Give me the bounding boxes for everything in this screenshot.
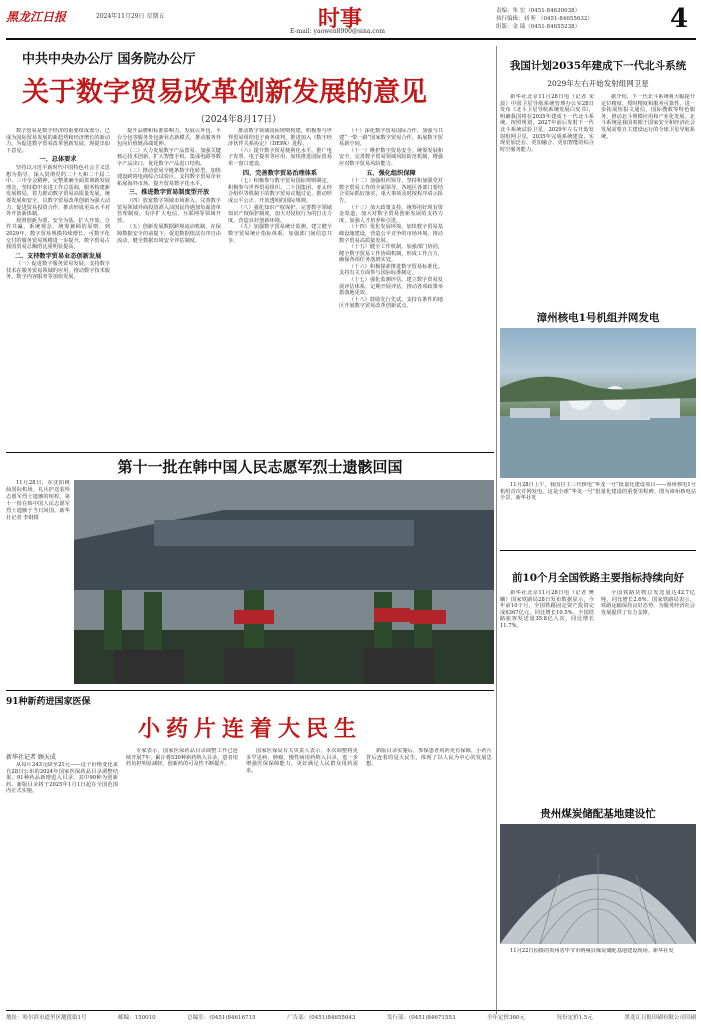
volunteers-caption-box	[6, 480, 70, 680]
editor-info-1: 责编：朱 宏（0451-84630038）	[496, 8, 581, 14]
section-title: 时事	[318, 6, 363, 32]
guizhou-photo	[500, 824, 696, 944]
paragraph: （十五）健全工作机制。加强部门协同，健全数字贸易工作协调机制，形成工作合力，确保各项任务落到实处。	[339, 244, 443, 264]
paragraph: （四）放宽数字领域市场准入。完善数字贸易领域外商投资准入前国民待遇加负面清单管理制度，有序扩大电信、互联网等领域开放。	[117, 197, 221, 224]
medicine-column-1	[6, 762, 118, 1010]
paragraph: （一）促进数字服务贸易发展。支持数字技术在服务贸易领域的应用，推动数字技术服务、数字内容服务等加快发展。	[6, 261, 110, 281]
section-heading: 四、完善数字贸易治理体系	[242, 169, 318, 177]
lead-article-date: （2024年8月17日）	[196, 115, 282, 125]
paragraph: （十二）加强组织领导。坚持和加强党对数字贸易工作的全面领导。各地区各部门要结合实际抓好落实，重大事项及时按程序请示报告。	[339, 178, 443, 204]
paragraph: （十四）优化发展环境。加快数字贸易基础设施建设，营造公平竞争的市场环境，推动数字贸易高质量发展。	[339, 224, 443, 244]
section-heading: 二、支持数字贸易业态创新发展	[14, 252, 102, 260]
paragraph: 从每片243元降至21元——这个价格变化来自28日公布的2024年国家医保药品目录调整结果。91种药品新增进入目录，其中90种为创新药。新版目录将于2025年1月1日起在全国范围内正式实施。	[6, 762, 118, 795]
paragraph: 专家表示，国家医保药品目录调整工作已连续开展7年，累计将530种新药纳入目录，患者用药负担明显减轻，创新药的可及性不断提升。	[126, 748, 238, 768]
paragraph: （七）积极参与数字贸易国际规则制定。积极参与世界贸易组织、二十国集团、亚太经合组织等机制下的数字贸易议题讨论，推动形成公平公正、开放透明的国际规则。	[228, 178, 332, 204]
lead-article-kicker: 中共中央办公厅 国务院办公厅	[22, 52, 196, 67]
dome-structure-illustration	[500, 824, 696, 944]
paragraph: （十六）积极探索推进数字贸易标准化。支持有关方面参与国际标准制定。	[339, 263, 443, 277]
lead-column-1	[6, 128, 110, 442]
paragraph: （十一）维护数字贸易安全。统筹发展和安全，完善数字贸易领域风险防范机制，增强应对数字贸易风险能力。	[339, 147, 443, 167]
volunteers-photo	[74, 480, 494, 684]
footer-postcode: 邮编：150010	[118, 1015, 156, 1021]
footer-phone-editorial: 总编室：(0451)84616715	[187, 1015, 256, 1021]
paragraph: 新华社北京11月28日电（记者 宋晨）中国卫星导航系统管理办公室28日发布《北斗卫星导航系统发展白皮书》，明确我国将在2035年建成下一代北斗系统。按照规划，2027年前后发射下一代北斗系统试验卫星，2029年左右开始发射组网卫星，2035年完成系统建设，实现更加泛在、更加融合、更加智能的综合时空服务能力。	[500, 94, 594, 153]
zhangzhou-title: 漳州核电1号机组并网发电	[536, 312, 660, 324]
issue-date: 2024年11月29日 星期五	[96, 13, 165, 20]
paragraph: （六）提升数字贸易便利化水平。推广电子发票、电子提单等应用，加快推进国际贸易单一窗口建设。	[228, 147, 332, 167]
paragraph: 新版目录实施后，参保患者用药更有保障，小药片背后连着的是大民生，体现了以人民为中心的发展思想。	[366, 748, 492, 768]
footer-phone-news: 广告部：(0451)84655043	[287, 1015, 356, 1021]
guizhou-title: 贵州煤炭储配基地建设忙	[540, 808, 656, 820]
medicine-kicker: 91种新药进国家医保	[6, 697, 91, 707]
guizhou-caption	[500, 948, 696, 988]
newspaper-logo: 黑龙江日报	[6, 10, 67, 24]
section-heading: 三、推进数字贸易制度型开放	[128, 189, 210, 197]
paragraph: （十七）强化监测评估。建立数字贸易发展评估体系，定期开展评估，推动各项政策举措落地见效。	[339, 277, 443, 297]
paragraph: 数字贸易是数字经济的重要组成部分，已成为国际贸易发展的新趋势和经济增长的新动力。为促进数字贸易改革创新发展，现提出如下意见。	[6, 128, 110, 154]
paragraph: 坚持以习近平新时代中国特色社会主义思想为指导，深入贯彻党的二十大和二十届二中、三中全会精神，完整准确全面贯彻新发展理念，坚持稳中求进工作总基调，服务构建新发展格局，着力推动数字贸易高质量发展，统筹发展和安全，以数字贸易改革创新为强大动力，促进贸易投资合作，推动形成更高水平对外开放新体制。	[6, 164, 110, 218]
caption-text: 11月22日拍摄的贵州省毕节市纳雍县煤炭储配基地建设现场。新华社发	[510, 948, 674, 954]
footer-printer: 黑龙江日报印刷有限公司印刷	[624, 1015, 696, 1021]
section-heading: 一、总体要求	[39, 156, 77, 164]
paragraph: （九）加强数字贸易统计监测。建立健全数字贸易统计指标体系，加强部门间信息共享。	[228, 224, 332, 244]
paragraph: （二）大力发展数字产品贸易。加强关键核心技术创新，扩大智能手机、集成电路等数字产品出口，优化数字产品进口结构。	[117, 147, 221, 167]
rail-title: 前10个月全国铁路主要指标持续向好	[511, 572, 685, 584]
footer-price: 全年定价360元	[486, 1015, 525, 1021]
editor-info-3: 组版：金 瑞（0451-84655238）	[496, 24, 581, 30]
caption-text: 11月28日，在沈阳桃仙国际机场，礼兵护送装殓志愿军烈士遗骸的棺椁。第十一批在韩中国人民志愿军烈士遗骸于当日回国。新华社记者 李钢摄	[6, 480, 70, 521]
masthead-rule	[6, 38, 696, 40]
footer-phone-distribution: 发行部：(0451)84671553	[387, 1015, 456, 1021]
footer-rule	[6, 1010, 696, 1011]
zhangzhou-caption	[500, 482, 696, 530]
paragraph: （十八）鼓励先行先试。支持有条件的地区开展数字贸易改革创新试点。	[339, 296, 443, 310]
beidou-title: 我国计划2035年建成下一代北斗系统	[509, 60, 687, 72]
lead-column-4	[339, 128, 443, 442]
ceremony-illustration	[74, 480, 494, 684]
paragraph: 按照创新为要、安全为基、扩大开放、合作共赢、系统观念、统筹兼顾的原则，到2029年，数字贸易规模持续增长，可数字化交付的服务贸易规模进一步提升，数字贸易占我国贸易总额的比重明显提高。	[6, 217, 110, 251]
beidou-column-2	[601, 94, 695, 294]
paragraph: （五）创新发展数据跨境流动机制。在保障数据安全的前提下，促进数据依法有序自由流动，健全数据出境安全评估制度。	[117, 224, 221, 244]
divider	[500, 550, 696, 551]
paragraph: 据介绍，下一代北斗系统将大幅提升定位精度、授时精度和服务可靠性，进一步拓展短报文通信、国际搜救等特色服务，推动北斗规模应用和产业化发展。北斗系统是我国着眼于国家安全和经济社会发展需要自主建设运行的全球卫星导航系统。	[601, 94, 695, 140]
caption-text: 11月28日上午，我国自主三代核电“华龙一号”批量化建设项目——漳州核电1号机组首次并网发电。这是全球“华龙一号”批量化建设的重要里程碑。图为漳州核电站全景。新华社发	[500, 482, 696, 502]
section-email: E-mail: yaowen8900@sina.com	[290, 28, 385, 35]
paragraph: 提升品牌和标准影响力。发展云外包、平台分包等服务外包新业态新模式，推动服务外包向价值链高端延伸。	[117, 128, 221, 148]
divider	[6, 690, 494, 691]
nuclear-plant-illustration	[500, 328, 696, 478]
paragraph: （八）强化知识产权保护。完善数字领域知识产权保护制度，加大对侵权行为的打击力度，营造良好创新环境。	[228, 204, 332, 224]
paragraph: 全国铁路货物总发送量达42.7亿吨，同比增长2.6%。国家铁路局表示，铁路运输保持良好态势，为服务经济社会发展提供了有力支撑。	[601, 590, 695, 616]
rail-column-1	[500, 590, 594, 800]
column-divider	[496, 46, 497, 1014]
lead-article-title: 关于数字贸易改革创新发展的意见	[22, 77, 427, 108]
footer-monthly-price: 每份定价1.5元	[556, 1015, 593, 1021]
rail-column-2	[601, 590, 695, 800]
beidou-column-1	[500, 94, 594, 294]
paragraph: 国家医保局有关负责人表示，本次调整将更多罕见病、肿瘤、慢性病用药纳入目录，进一步增强医保保障能力，更好满足人民群众用药需求。	[246, 748, 358, 774]
paragraph: （十）深化数字贸易国际合作。加强与共建“一带一路”国家数字贸易合作，拓展数字贸易新空间。	[339, 128, 443, 148]
volunteers-title: 第十一批在韩中国人民志愿军烈士遗骸回国	[117, 458, 403, 476]
editor-info-2: 执行编辑：刘 昕 （0451-84655632）	[496, 16, 593, 22]
footer-address: 地址：哈尔滨市道里区地段街1号	[6, 1015, 87, 1021]
paragraph: （三）推动贸易全链条数字化转型。加快建设跨境电商综合试验区，支持数字贸易企业拓展海外市场，提升贸易数字化水平。	[117, 167, 221, 187]
medicine-column-4	[366, 748, 492, 1010]
section-heading: 五、强化组织保障	[366, 169, 416, 177]
lead-column-2	[117, 128, 221, 442]
paragraph: 新华社北京11月28日电（记者 樊曦）国家铁路局28日发布数据显示，今年前10个月，全国铁路固定资产投资完成6367亿元，同比增长10.5%。全国铁路旅客发送量35.8亿人次，同比增长11.7%。	[500, 590, 594, 629]
page-number: 4	[670, 4, 689, 34]
medicine-title: 小药片连着大民生	[137, 716, 362, 742]
medicine-column-3	[246, 748, 358, 1010]
footer	[6, 1013, 696, 1023]
medicine-byline: 新华社记者 顾天成	[6, 754, 56, 761]
paragraph: （十三）加大政策支持。统筹用好现有资金渠道，加大对数字贸易创新发展的支持力度，加强人才培养和引进。	[339, 204, 443, 224]
medicine-column-2	[126, 748, 238, 1010]
beidou-subtitle: 2029年左右开始发射组网卫星	[547, 79, 649, 88]
divider	[6, 452, 494, 453]
masthead	[0, 0, 701, 40]
paragraph: 推动数字领域国际规则构建，积极参与世界贸易组织电子商务谈判，推进加入《数字经济伙伴关系协定》（DEPA）进程。	[228, 128, 332, 148]
lead-column-3	[228, 128, 332, 442]
zhangzhou-photo	[500, 328, 696, 478]
